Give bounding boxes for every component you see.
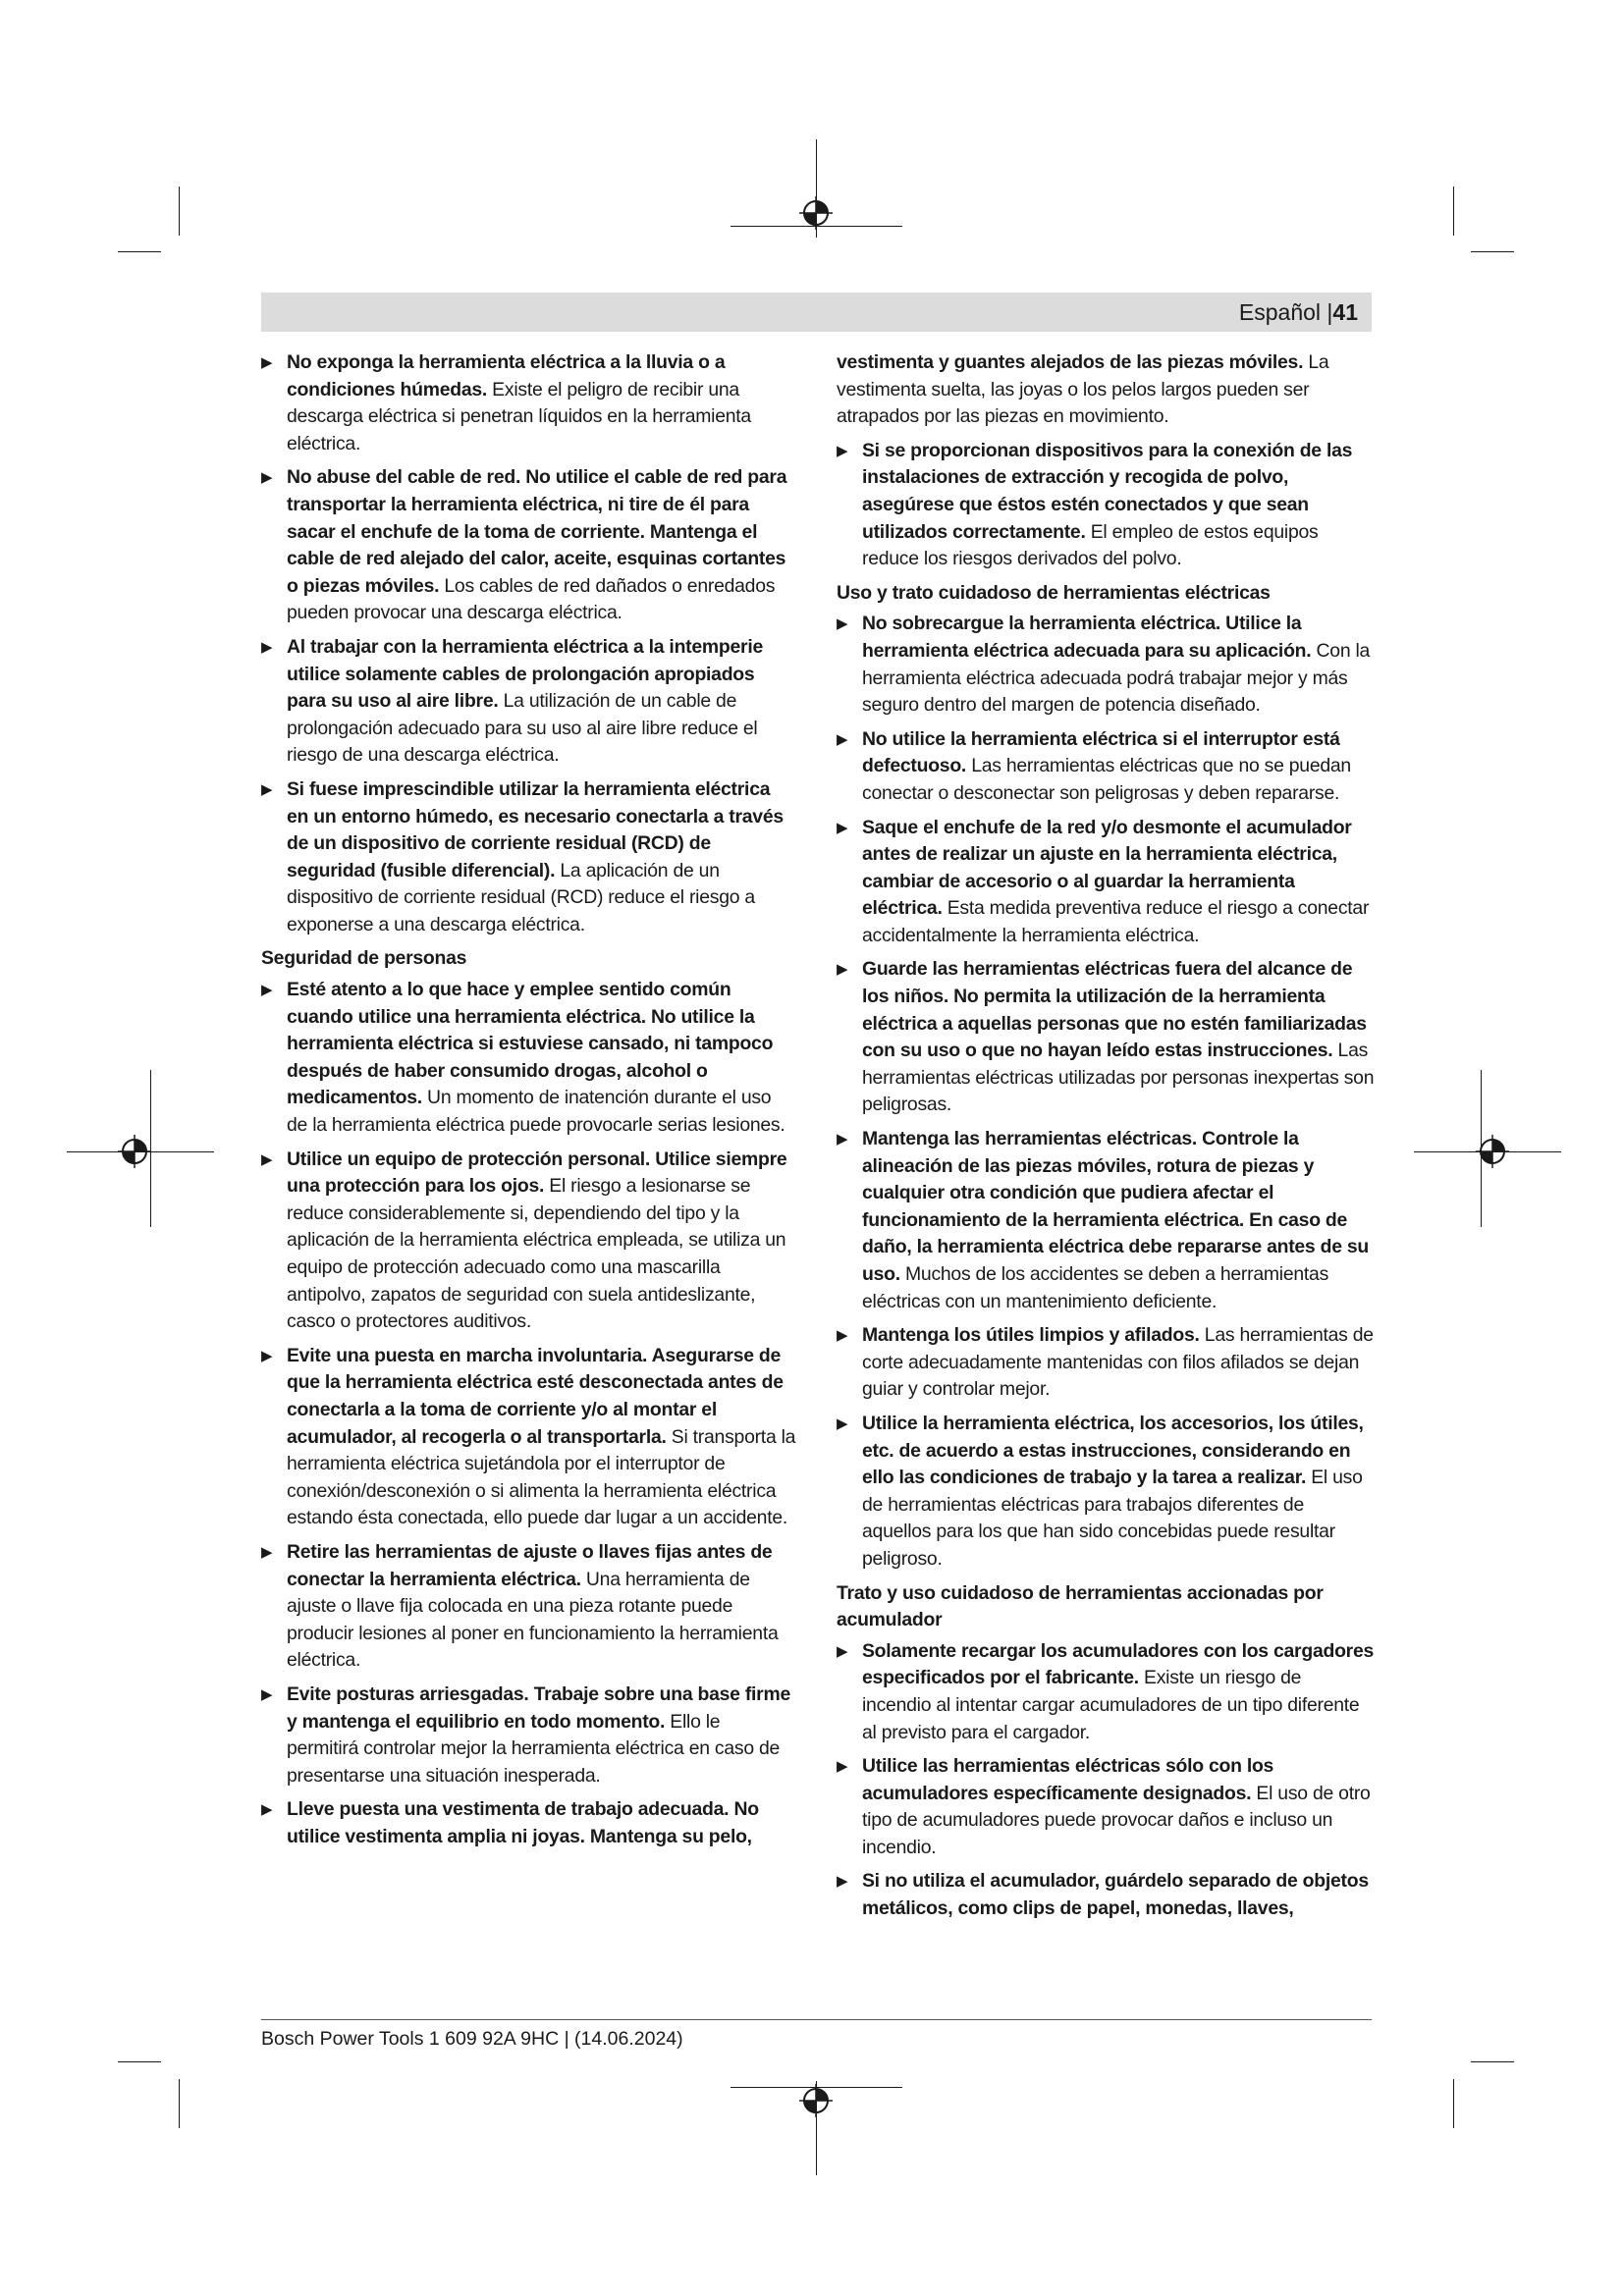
safety-bullet-item	[261, 464, 796, 627]
safety-bullet-item	[261, 1539, 796, 1675]
registration-target-icon	[118, 1135, 151, 1168]
warning-bold-text: Si no utiliza el acumulador, guárdelo separado de objetos metálicos, como clips de papel, monedas, llaves,	[862, 1870, 1369, 1920]
warning-bold-text: No utilice la herramienta eléctrica si el interruptor está defectuoso.	[862, 727, 1340, 777]
safety-bullet-item	[837, 1322, 1375, 1404]
safety-bullet-item	[261, 1682, 796, 1789]
crop-mark	[179, 187, 180, 236]
warning-bold-text: Saque el enchufe de la red y/o desmonte el acumulador antes de realizar un ajuste en la herramienta eléctrica, cambiar de accesorio o al guardar la herramienta eléctrica.	[862, 816, 1352, 920]
warning-bold-text: vestimenta y guantes alejados de las piezas móviles.	[837, 351, 1304, 373]
crop-mark	[118, 2061, 161, 2062]
safety-bullet-item	[837, 1126, 1375, 1315]
safety-bullet-item	[837, 1411, 1375, 1574]
bullet-arrow-icon: ▶	[837, 1642, 848, 1660]
safety-bullet-item	[261, 1147, 796, 1336]
page-header	[261, 293, 1372, 332]
bullet-arrow-icon: ▶	[837, 1131, 848, 1148]
warning-bold-text: Mantenga los útiles limpios y afilados.	[862, 1324, 1200, 1347]
crop-mark	[1453, 2079, 1454, 2128]
bullet-arrow-icon: ▶	[837, 1873, 848, 1891]
explanation-text: Ello le permitirá controlar mejor la herramienta eléctrica en caso de presentarse una situación inesperada.	[287, 1710, 781, 1787]
bullet-arrow-icon: ▶	[261, 1347, 273, 1364]
registration-target-icon	[1476, 1135, 1509, 1168]
safety-bullet-item	[837, 1868, 1375, 1922]
explanation-text: La utilización de un cable de prolongación adecuado para su uso al aire libre reduce el riesgo de una descarga eléctrica.	[287, 690, 758, 767]
bullet-arrow-icon: ▶	[261, 1685, 273, 1703]
footer-divider	[261, 2019, 1372, 2020]
explanation-text: Las herramientas eléctricas utilizadas por personas inexpertas son peligrosas.	[862, 1040, 1375, 1116]
page-number: 41	[1332, 299, 1358, 325]
section-heading: Uso y trato cuidadoso de herramientas eléctricas	[837, 581, 1271, 604]
safety-bullet-item	[261, 776, 796, 939]
bullet-arrow-icon: ▶	[261, 1543, 273, 1561]
page-header-content	[1239, 293, 1358, 332]
bullet-arrow-icon: ▶	[837, 730, 848, 748]
registration-target-icon	[799, 2084, 833, 2117]
right-column	[837, 349, 1375, 1930]
safety-bullet-item	[837, 438, 1375, 573]
warning-bold-text: Mantenga las herramientas eléctricas. Controle la alineación de las piezas móviles, rotura de piezas y cualquier otra condición que pudiera afectar el funcionamiento de la herramienta eléctrica. En caso de daño, la herramienta eléctrica debe repararse antes de su uso.	[862, 1128, 1370, 1285]
safety-bullet-item	[261, 349, 796, 457]
explanation-text: Esta medida preventiva reduce el riesgo a conectar accidentalmente la herramienta eléctrica.	[862, 897, 1370, 946]
explanation-text: Existe un riesgo de incendio al intentar cargar acumuladores de un tipo diferente al previsto para el cargador.	[862, 1667, 1360, 1743]
explanation-text: Los cables de red dañados o enredados pueden provocar una descarga eléctrica.	[287, 574, 776, 624]
safety-bullet-item	[261, 977, 796, 1140]
bullet-arrow-icon: ▶	[261, 780, 273, 798]
explanation-text: Un momento de inatención durante el uso de la herramienta eléctrica puede provocarle serias lesiones.	[287, 1087, 785, 1137]
crop-mark	[179, 2079, 180, 2128]
bullet-arrow-icon: ▶	[837, 1758, 848, 1776]
section-heading: Trato y uso cuidadoso de herramientas accionadas por acumulador	[837, 1581, 1324, 1631]
explanation-text: Muchos de los accidentes se deben a herramientas eléctricas con un mantenimiento deficiente.	[862, 1263, 1329, 1312]
bullet-arrow-icon: ▶	[837, 1327, 848, 1345]
explanation-text: El empleo de estos equipos reduce los riesgos derivados del polvo.	[862, 520, 1319, 570]
bullet-arrow-icon: ▶	[261, 1150, 273, 1168]
explanation-text: El riesgo a lesionarse se reduce considerablemente si, dependiendo del tipo y la aplicación de la herramienta eléctrica empleada, se utiliza un equipo de protección adecuado como una mascarilla antipolvo, zapatos de seguridad con suela antideslizante, casco o protectores auditivos.	[287, 1175, 786, 1333]
warning-bold-text: Si se proporcionan dispositivos para la conexión de las instalaciones de extracción y recogida de polvo, asegúrese que éstos estén conectados y que sean utilizados correctamente.	[862, 439, 1353, 543]
header-separator: |	[1326, 299, 1333, 325]
safety-bullet-item	[837, 1753, 1375, 1861]
explanation-text: El uso de otro tipo de acumuladores puede provocar daños e incluso un incendio.	[862, 1782, 1371, 1858]
warning-bold-text: Guarde las herramientas eléctricas fuera del alcance de los niños. No permita la utilización de la herramienta eléctrica a aquellas personas que no estén familiarizadas con su uso o que no hayan leído estas instrucciones.	[862, 958, 1367, 1062]
explanation-text: Las herramientas de corte adecuadamente mantenidas con filos afilados se dejan guiar y controlar mejor.	[862, 1324, 1374, 1401]
bullet-arrow-icon: ▶	[261, 982, 273, 999]
bullet-arrow-icon: ▶	[261, 1801, 273, 1819]
section-heading: Seguridad de personas	[261, 947, 467, 970]
explanation-text: El uso de herramientas eléctricas para trabajos diferentes de aquellos para los que han sido concebidas puede resultar peligroso.	[862, 1467, 1363, 1570]
left-column	[261, 349, 796, 1857]
explanation-text: Una herramienta de ajuste o llave fija colocada en una pieza rotante puede producir lesiones al poner en funcionamiento la herramienta eléctrica.	[287, 1568, 779, 1672]
warning-bold-text: Esté atento a lo que hace y emplee sentido común cuando utilice una herramienta eléctrica. No utilice la herramienta eléctrica si estuviese cansado, ni tampoco después de haber consumido drogas, alcohol o medicamentos.	[287, 979, 774, 1109]
warning-bold-text: Evite una puesta en marcha involuntaria. Asegurarse de que la herramienta eléctrica esté desconectada antes de conectarla a la toma de corriente y/o al montar el acumulador, al recogerla o al transportarla.	[287, 1344, 784, 1448]
warning-bold-text: Utilice las herramientas eléctricas sólo con los acumuladores específicamente designados.	[862, 1755, 1274, 1804]
warning-bold-text: Al trabajar con la herramienta eléctrica a la intemperie utilice solamente cables de prolongación apropiados para su uso al aire libre.	[287, 635, 763, 713]
safety-bullet-item	[837, 726, 1375, 808]
explanation-text: La vestimenta suelta, las joyas o los pelos largos pueden ser atrapados por las piezas en movimiento.	[837, 351, 1329, 428]
safety-bullet-item	[837, 956, 1375, 1119]
warning-bold-text: Si fuese imprescindible utilizar la herramienta eléctrica en un entorno húmedo, es necesario conectarla a través de un dispositivo de corriente residual (RCD) de seguridad (fusible diferencial).	[287, 777, 784, 881]
warning-bold-text: Utilice un equipo de protección personal. Utilice siempre una protección para los ojos.	[287, 1148, 787, 1198]
bullet-arrow-icon: ▶	[837, 819, 848, 836]
warning-bold-text: No exponga la herramienta eléctrica a la lluvia o a condiciones húmedas.	[287, 351, 726, 400]
continued-paragraph	[837, 349, 1375, 431]
page-footer: Bosch Power Tools 1 609 92A 9HC | (14.06.2024)	[261, 2028, 683, 2050]
bullet-arrow-icon: ▶	[837, 442, 848, 459]
safety-bullet-item	[261, 1343, 796, 1532]
bullet-arrow-icon: ▶	[837, 615, 848, 633]
bullet-arrow-icon: ▶	[837, 1415, 848, 1432]
crop-mark	[1471, 2061, 1514, 2062]
warning-bold-text: Retire las herramientas de ajuste o llaves fijas antes de conectar la herramienta eléctrica.	[287, 1540, 773, 1590]
safety-bullet-item	[837, 815, 1375, 950]
explanation-text: La aplicación de un dispositivo de corriente residual (RCD) reduce el riesgo a exponerse a una descarga eléctrica.	[287, 859, 755, 935]
registration-target-icon	[799, 196, 833, 230]
explanation-text: Si transporta la herramienta eléctrica sujetándola por el interruptor de conexión/desconexión o si alimenta la herramienta eléctrica estando ésta conectada, ello puede dar lugar a un accidente.	[287, 1425, 796, 1529]
safety-bullet-item	[261, 634, 796, 770]
warning-bold-text: No abuse del cable de red. No utilice el cable de red para transportar la herramienta eléctrica, ni tire de él para sacar el enchufe de la toma de corriente. Mantenga el cable de red alejado del calor, aceite, esquinas cortantes o piezas móviles.	[287, 466, 787, 597]
warning-bold-text: Evite posturas arriesgadas. Trabaje sobre una base firme y mantenga el equilibrio en todo momento.	[287, 1682, 791, 1733]
safety-bullet-item	[837, 1638, 1375, 1746]
warning-bold-text: Lleve puesta una vestimenta de trabajo adecuada. No utilice vestimenta amplia ni joyas. Mantenga su pelo,	[287, 1798, 759, 1847]
warning-bold-text: Solamente recargar los acumuladores con los cargadores especificados por el fabricante.	[862, 1639, 1375, 1689]
bullet-arrow-icon: ▶	[261, 638, 273, 656]
explanation-text: Las herramientas eléctricas que no se puedan conectar o desconectar son peligrosas y deben repararse.	[862, 755, 1351, 804]
warning-bold-text: Utilice la herramienta eléctrica, los accesorios, los útiles, etc. de acuerdo a estas instrucciones, considerando en ello las condiciones de trabajo y la tarea a realizar.	[862, 1412, 1364, 1489]
bullet-arrow-icon: ▶	[261, 354, 273, 371]
explanation-text: Existe el peligro de recibir una descarga eléctrica si penetran líquidos en la herramienta eléctrica.	[287, 378, 751, 454]
safety-bullet-item	[837, 611, 1375, 719]
explanation-text: Con la herramienta eléctrica adecuada podrá trabajar mejor y más seguro dentro del margen de potencia diseñado.	[862, 639, 1371, 717]
bullet-arrow-icon: ▶	[837, 961, 848, 979]
bullet-arrow-icon: ▶	[261, 469, 273, 487]
crop-mark	[1453, 187, 1454, 236]
warning-bold-text: No sobrecargue la herramienta eléctrica. Utilice la herramienta eléctrica adecuada para su aplicación.	[862, 613, 1312, 662]
header-language-label: Español	[1238, 299, 1322, 325]
crop-mark	[1471, 251, 1514, 252]
safety-bullet-item	[261, 1796, 796, 1850]
crop-mark	[118, 251, 161, 252]
